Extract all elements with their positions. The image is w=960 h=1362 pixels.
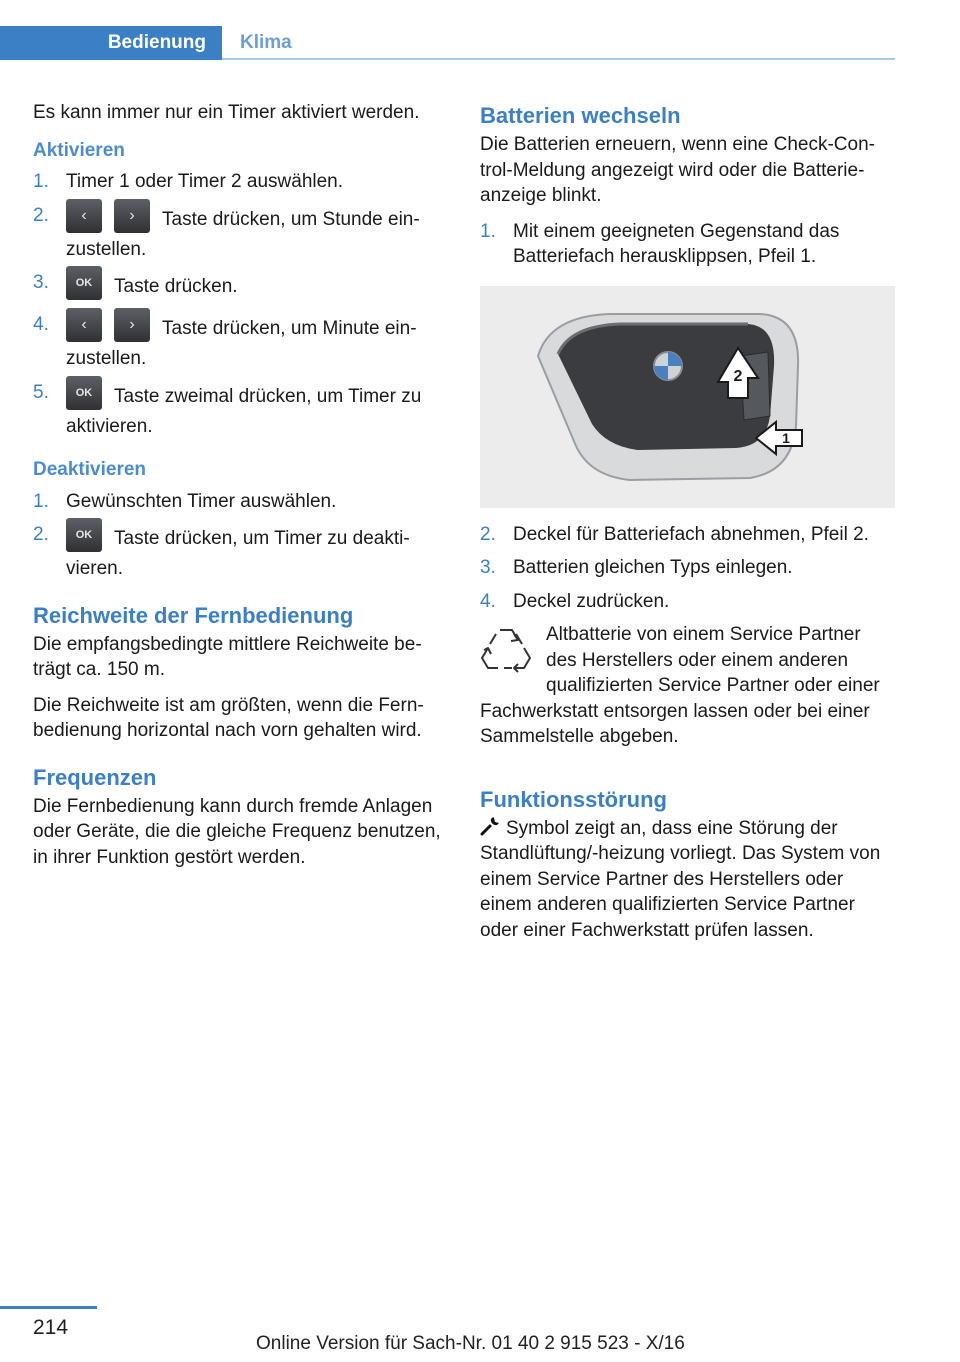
aktivieren-heading: Aktivieren bbox=[33, 139, 125, 161]
page-number: 214 bbox=[33, 1316, 69, 1339]
list-item bbox=[480, 522, 895, 548]
list-item bbox=[33, 522, 448, 582]
wrench-icon bbox=[480, 816, 500, 836]
intro-text: Es kann immer nur ein Timer aktiviert werden. bbox=[33, 102, 420, 123]
ok-button-icon: OK bbox=[66, 266, 102, 300]
list-item bbox=[33, 169, 448, 195]
list-text: Taste drücken. bbox=[114, 276, 238, 298]
list-text: Deckel zudrücken. bbox=[513, 590, 670, 612]
aktivieren-list bbox=[33, 169, 448, 439]
list-item bbox=[33, 270, 448, 304]
arrow-left-button-icon: ‹ bbox=[66, 199, 102, 233]
list-number: 2. bbox=[33, 524, 49, 545]
list-number: 3. bbox=[480, 557, 496, 578]
tab-klima[interactable]: Klima bbox=[240, 32, 292, 53]
list-item bbox=[480, 219, 895, 270]
batterien-list-1 bbox=[480, 219, 895, 270]
list-item bbox=[480, 589, 895, 615]
footer-rule bbox=[0, 1306, 97, 1309]
list-text: Taste zweimal drücken, um Timer zu aktivieren. bbox=[66, 385, 422, 437]
footer-text: Online Version für Sach-Nr. 01 40 2 915 523 - X/16 bbox=[256, 1333, 685, 1354]
arrow-2-label: 2 bbox=[733, 367, 743, 385]
list-number: 3. bbox=[33, 272, 49, 293]
stoerung-text bbox=[480, 816, 895, 944]
list-item bbox=[33, 203, 448, 263]
frequenzen-text: Die Fernbedienung kann durch fremde Anlagen oder Geräte, die die gleiche Frequenz benutzen, in ihrer Funktion gestört werden. bbox=[33, 795, 441, 868]
list-number: 1. bbox=[33, 171, 49, 192]
stoerung-heading: Funktionsstörung bbox=[480, 786, 667, 812]
batterien-heading: Batterien wechseln bbox=[480, 103, 681, 128]
left-column bbox=[33, 100, 448, 880]
list-text: Batterien gleichen Typs einlegen. bbox=[513, 557, 793, 578]
environment-note bbox=[480, 622, 895, 750]
reichweite-heading: Reichweite der Fernbedienung bbox=[33, 602, 354, 628]
keyfob-illustration bbox=[480, 286, 895, 508]
list-item bbox=[33, 312, 448, 372]
list-number: 1. bbox=[480, 220, 496, 242]
tab-bedienung[interactable]: Bedienung bbox=[0, 26, 222, 60]
arrow-right-button-icon: › bbox=[114, 199, 150, 233]
ok-button-icon: OK bbox=[66, 518, 102, 552]
list-number: 4. bbox=[480, 590, 496, 612]
arrow-right-button-icon: › bbox=[114, 308, 150, 342]
batterien-text: Die Batterien erneuern, wenn eine Check-Control-Meldung angezeigt wird oder die Batterieanzeige blinkt. bbox=[480, 134, 875, 206]
arrow-1-label: 1 bbox=[782, 429, 790, 446]
list-item bbox=[33, 380, 448, 440]
deaktivieren-list bbox=[33, 489, 448, 582]
list-number: 2. bbox=[33, 204, 49, 226]
list-text: Gewünschten Timer auswählen. bbox=[66, 490, 337, 512]
note-text-top: Altbatterie von einem Service Partner des Herstellers oder einem anderen qualifizierten Service Partner oder einer bbox=[546, 624, 880, 696]
header-rule bbox=[222, 58, 895, 60]
list-text: Taste drücken, um Stunde einzustellen. bbox=[66, 208, 420, 260]
list-text: Mit einem geeigneten Gegenstand das Batteriefach herausklippsen, Pfeil 1. bbox=[513, 220, 840, 267]
note-text-rest: Fachwerkstatt entsorgen lassen oder bei einer Sammelstelle abgeben. bbox=[480, 700, 870, 747]
list-item bbox=[480, 555, 895, 581]
ok-button-icon: OK bbox=[66, 376, 102, 410]
list-number: 1. bbox=[33, 490, 49, 512]
list-text: Deckel für Batteriefach abnehmen, Pfeil 2. bbox=[513, 523, 869, 545]
batterien-list-2 bbox=[480, 522, 895, 615]
arrow-left-button-icon: ‹ bbox=[66, 308, 102, 342]
list-item bbox=[33, 489, 448, 515]
list-number: 5. bbox=[33, 381, 49, 403]
list-number: 2. bbox=[480, 523, 496, 545]
deaktivieren-heading: Deaktivieren bbox=[33, 459, 147, 480]
list-number: 4. bbox=[33, 314, 49, 335]
reichweite-text-1: Die empfangsbedingte mittlere Reichweite beträgt ca. 150 m. bbox=[33, 633, 422, 680]
recycle-icon bbox=[480, 622, 532, 674]
list-text: Taste drücken, um Timer zu deaktivieren. bbox=[66, 528, 410, 579]
page-header bbox=[0, 26, 895, 62]
list-text: Timer 1 oder Timer 2 auswählen. bbox=[66, 171, 344, 192]
stoerung-text-content: Symbol zeigt an, dass eine Störung der Standlüftung/-heizung vorliegt. Das System von einem Service Partner des Herstellers oder einem anderen qualifizierten Service Partner oder einer Fachwerkstatt prüfen lassen. bbox=[480, 817, 881, 941]
reichweite-text-2: Die Reichweite ist am größten, wenn die Fernbedienung horizontal nach vorn gehalten wird. bbox=[33, 694, 424, 741]
right-column bbox=[480, 100, 895, 953]
frequenzen-heading: Frequenzen bbox=[33, 764, 157, 790]
list-text: Taste drücken, um Minute einzustellen. bbox=[66, 318, 417, 369]
